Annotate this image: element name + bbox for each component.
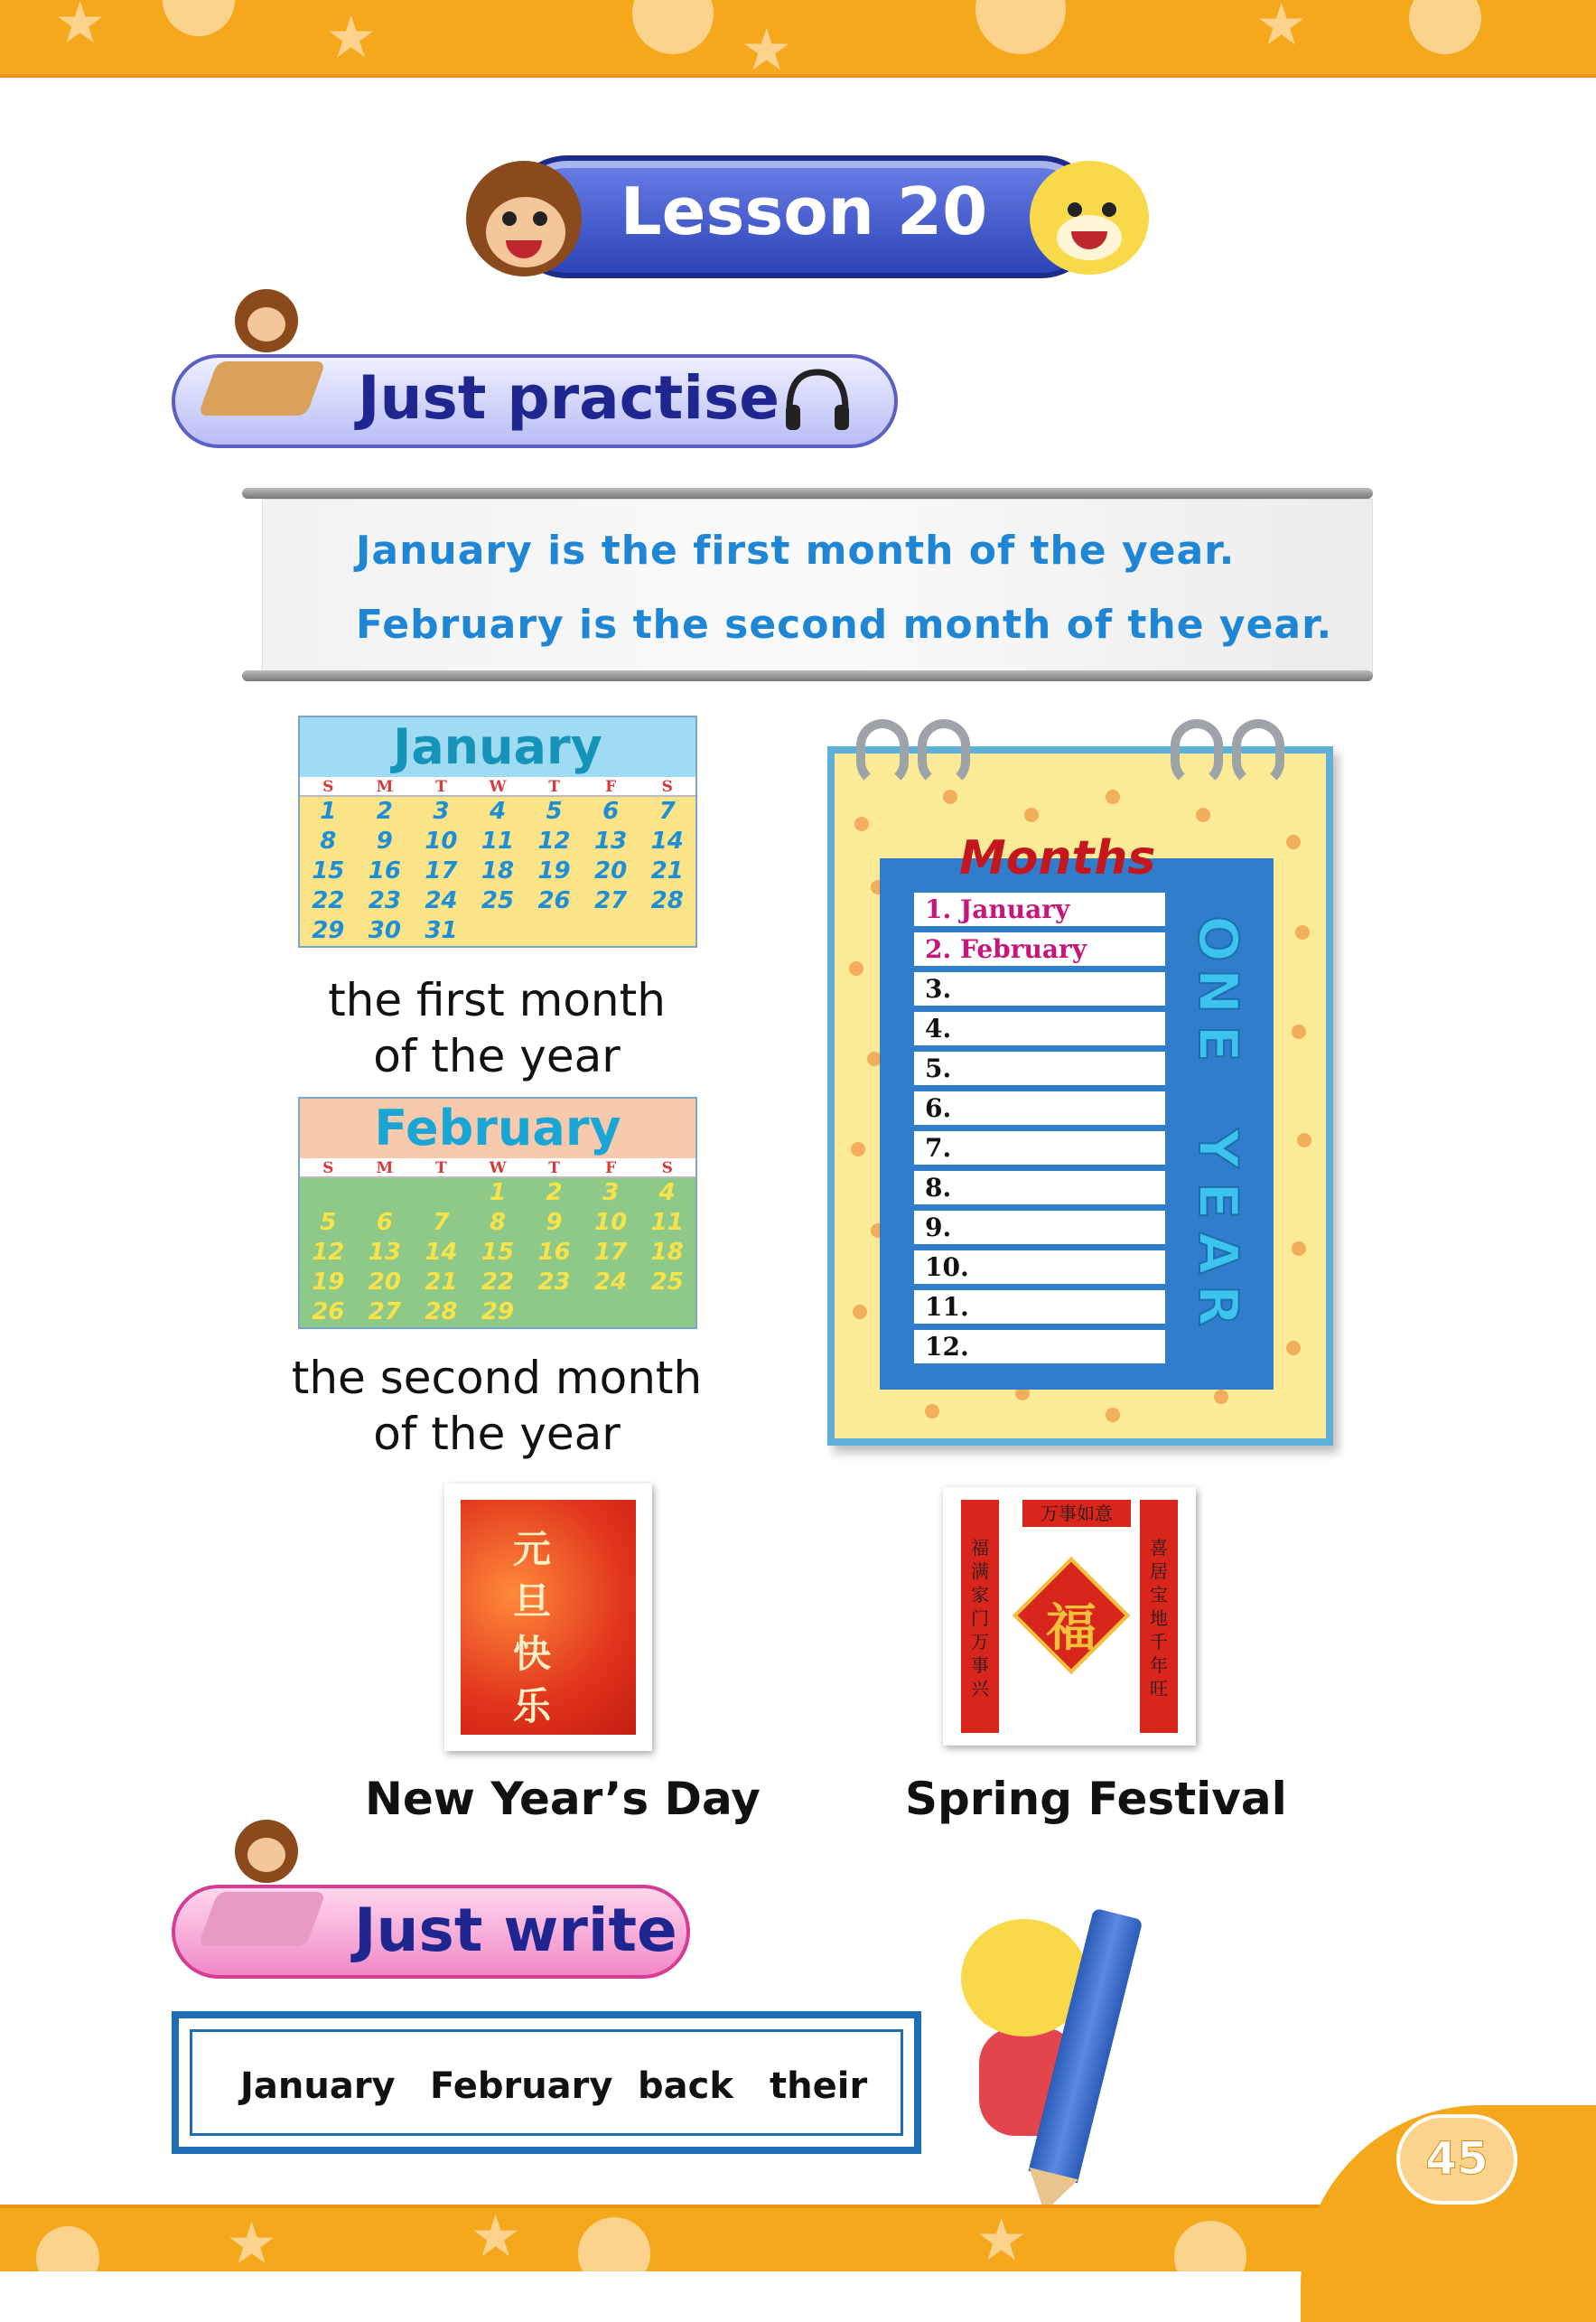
binder-ring-icon bbox=[918, 719, 970, 788]
calendar-day: 6 bbox=[602, 798, 620, 825]
spring-left-couplet bbox=[961, 1500, 999, 1733]
weekday-label: W bbox=[489, 1159, 507, 1177]
calendar-day: 13 bbox=[594, 828, 628, 855]
top-decorative-band bbox=[0, 0, 1596, 78]
word-bank-word: back bbox=[638, 2065, 733, 2107]
calendar-day: 23 bbox=[537, 1269, 571, 1296]
calendar-day: 13 bbox=[368, 1239, 401, 1266]
couplet-char: 福 bbox=[971, 1537, 989, 1559]
calendar-day: 11 bbox=[650, 1209, 684, 1236]
couplet-char: 家 bbox=[971, 1584, 989, 1606]
spring-top-banner: 万事如意 bbox=[1022, 1500, 1131, 1527]
band-dot bbox=[1174, 2221, 1246, 2271]
calendar-day: 27 bbox=[368, 1298, 401, 1325]
calendar-day-grid bbox=[300, 1178, 695, 1327]
month-list bbox=[912, 891, 1167, 1368]
monkey-reading-icon bbox=[208, 289, 316, 425]
band-dot bbox=[578, 2217, 650, 2271]
calendar-day: 16 bbox=[368, 857, 401, 885]
couplet-char: 旺 bbox=[1150, 1678, 1168, 1699]
calendar-weekdays bbox=[300, 777, 695, 797]
one-year-letter: A bbox=[1186, 1231, 1249, 1275]
greeting-char: 元 bbox=[512, 1527, 551, 1571]
sentence-line: January is the first month of the year. bbox=[356, 528, 1236, 574]
calendar-day: 21 bbox=[425, 1269, 458, 1296]
one-year-letter: N bbox=[1186, 968, 1249, 1015]
calendar-day: 21 bbox=[650, 857, 684, 885]
calendar-month-name: February bbox=[300, 1099, 695, 1158]
calendar-day: 5 bbox=[546, 798, 563, 825]
weekday-label: F bbox=[605, 1159, 617, 1177]
calendar-day: 19 bbox=[312, 1269, 345, 1296]
couplet-char: 喜 bbox=[1150, 1537, 1168, 1559]
weekday-label: S bbox=[322, 778, 334, 796]
caption-line: the second month bbox=[291, 1352, 703, 1404]
calendar-day: 26 bbox=[312, 1298, 345, 1325]
calendar-day-grid bbox=[300, 797, 695, 946]
calendar-day: 17 bbox=[425, 857, 458, 885]
band-star-icon: ★ bbox=[1255, 0, 1308, 59]
just-write-title: Just write bbox=[354, 1896, 677, 1965]
month-row[interactable]: 12. bbox=[912, 1328, 1167, 1365]
calendar-day: 25 bbox=[650, 1269, 684, 1296]
couplet-char: 地 bbox=[1150, 1607, 1168, 1629]
new-years-day-caption: New Year’s Day bbox=[365, 1773, 761, 1825]
calendar-day: 15 bbox=[481, 1239, 515, 1266]
calendar-day: 29 bbox=[312, 917, 345, 944]
band-star-icon: ★ bbox=[325, 5, 378, 71]
calendar-day: 2 bbox=[376, 798, 393, 825]
spring-festival-card bbox=[943, 1487, 1196, 1746]
month-row: 1. January bbox=[912, 891, 1167, 928]
calendar-day: 2 bbox=[546, 1179, 563, 1206]
calendar-day: 29 bbox=[481, 1298, 515, 1325]
fu-character: 福 bbox=[1046, 1598, 1097, 1658]
one-year-letter: O bbox=[1186, 915, 1249, 962]
calendar-day: 9 bbox=[546, 1209, 563, 1236]
monkey-writing-icon bbox=[208, 1820, 316, 1955]
couplet-char: 兴 bbox=[971, 1678, 989, 1699]
binder-ring-icon bbox=[1232, 719, 1284, 788]
calendar-weekdays bbox=[300, 1158, 695, 1178]
weekday-label: T bbox=[548, 778, 560, 796]
new-year-greeting bbox=[500, 1523, 564, 1733]
calendar-day: 12 bbox=[312, 1239, 345, 1266]
couplet-char: 宝 bbox=[1150, 1584, 1168, 1606]
calendar-day: 20 bbox=[594, 857, 628, 885]
month-row[interactable]: 5. bbox=[912, 1050, 1167, 1087]
couplet-char: 满 bbox=[971, 1560, 989, 1582]
calendar-day: 12 bbox=[537, 828, 571, 855]
calendar-month-name: January bbox=[300, 717, 695, 777]
cat-with-pencil-icon bbox=[943, 1901, 1178, 2172]
page-number: 45 bbox=[1425, 2132, 1489, 2185]
one-year-letter: E bbox=[1186, 1025, 1249, 1063]
headphones-icon[interactable] bbox=[780, 365, 854, 432]
couplet-char: 年 bbox=[1150, 1654, 1168, 1676]
band-star-icon: ★ bbox=[54, 0, 107, 57]
calendar-day: 10 bbox=[594, 1209, 628, 1236]
january-calendar bbox=[298, 716, 697, 948]
month-row[interactable]: 4. bbox=[912, 1010, 1167, 1047]
calendar-day: 4 bbox=[658, 1179, 676, 1206]
caption-line: the first month bbox=[328, 974, 666, 1026]
january-caption bbox=[271, 972, 723, 1084]
month-row[interactable]: 10. bbox=[912, 1249, 1167, 1286]
calendar-day: 7 bbox=[658, 798, 676, 825]
calendar-day: 22 bbox=[312, 887, 345, 914]
calendar-day: 1 bbox=[320, 798, 337, 825]
february-caption bbox=[262, 1350, 732, 1462]
calendar-day: 4 bbox=[489, 798, 507, 825]
month-row[interactable]: 7. bbox=[912, 1129, 1167, 1166]
weekday-label: T bbox=[435, 1159, 447, 1177]
calendar-day: 8 bbox=[489, 1209, 507, 1236]
one-year-letter: R bbox=[1186, 1284, 1249, 1327]
one-year-letter bbox=[1191, 1069, 1244, 1123]
month-row[interactable]: 8. bbox=[912, 1169, 1167, 1206]
weekday-label: M bbox=[376, 778, 394, 796]
calendar-day: 28 bbox=[425, 1298, 458, 1325]
calendar-day bbox=[413, 1178, 470, 1208]
caption-line: of the year bbox=[373, 1408, 621, 1460]
binder-ring-icon bbox=[1171, 719, 1223, 788]
calendar-day: 23 bbox=[368, 887, 401, 914]
calendar-day: 27 bbox=[594, 887, 628, 914]
calendar-day: 20 bbox=[368, 1269, 401, 1296]
weekday-label: F bbox=[605, 778, 617, 796]
monkey-face-icon bbox=[466, 161, 582, 276]
months-title: Months bbox=[959, 831, 1156, 885]
weekday-label: S bbox=[661, 1159, 673, 1177]
calendar-day: 11 bbox=[481, 828, 515, 855]
sentence-line: February is the second month of the year. bbox=[356, 602, 1333, 648]
month-row[interactable]: 11. bbox=[912, 1288, 1167, 1325]
one-year-letter: Y bbox=[1186, 1128, 1249, 1168]
weekday-label: S bbox=[322, 1159, 334, 1177]
weekday-label: T bbox=[435, 778, 447, 796]
month-row[interactable]: 3. bbox=[912, 970, 1167, 1007]
calendar-day: 30 bbox=[368, 917, 401, 944]
weekday-label: S bbox=[661, 778, 673, 796]
calendar-day: 17 bbox=[594, 1239, 628, 1266]
calendar-day: 9 bbox=[376, 828, 393, 855]
lesson-title: Lesson 20 bbox=[620, 173, 988, 249]
band-star-icon: ★ bbox=[470, 2205, 522, 2271]
calendar-day: 31 bbox=[425, 917, 458, 944]
calendar-day: 24 bbox=[594, 1269, 628, 1296]
band-star-icon: ★ bbox=[741, 17, 793, 78]
calendar-day: 18 bbox=[481, 857, 515, 885]
band-dot bbox=[632, 0, 714, 54]
calendar-day: 25 bbox=[481, 887, 515, 914]
calendar-day: 26 bbox=[537, 887, 571, 914]
couplet-char: 居 bbox=[1150, 1560, 1168, 1582]
scroll-rod-top bbox=[242, 488, 1373, 499]
calendar-day: 5 bbox=[320, 1209, 337, 1236]
couplet-char: 门 bbox=[971, 1607, 989, 1629]
greeting-char: 快 bbox=[512, 1632, 551, 1676]
band-dot bbox=[975, 0, 1066, 54]
one-year-vertical-text bbox=[1186, 913, 1249, 1332]
calendar-day: 10 bbox=[425, 828, 458, 855]
one-year-letter: E bbox=[1186, 1182, 1249, 1220]
couplet-char: 万 bbox=[971, 1631, 989, 1653]
cat-face-icon bbox=[1030, 161, 1149, 275]
greeting-char: 旦 bbox=[512, 1579, 551, 1624]
calendar-day bbox=[357, 1178, 414, 1208]
band-star-icon: ★ bbox=[975, 2207, 1028, 2271]
greeting-char: 乐 bbox=[512, 1684, 551, 1728]
calendar-day: 3 bbox=[602, 1179, 620, 1206]
band-dot bbox=[36, 2226, 99, 2271]
weekday-label: W bbox=[489, 778, 507, 796]
weekday-label: M bbox=[376, 1159, 394, 1177]
calendar-day bbox=[300, 1178, 357, 1208]
calendar-day: 8 bbox=[320, 828, 337, 855]
word-bank-word: their bbox=[770, 2065, 868, 2107]
calendar-day: 14 bbox=[650, 828, 684, 855]
couplet-char: 事 bbox=[971, 1654, 989, 1676]
caption-line: of the year bbox=[373, 1030, 621, 1082]
word-bank-word: February bbox=[430, 2065, 613, 2107]
new-years-day-card bbox=[444, 1484, 652, 1751]
spring-festival-caption: Spring Festival bbox=[905, 1773, 1287, 1825]
calendar-day: 22 bbox=[481, 1269, 515, 1296]
calendar-day: 1 bbox=[489, 1179, 507, 1206]
calendar-day: 3 bbox=[433, 798, 450, 825]
calendar-day: 7 bbox=[433, 1209, 450, 1236]
band-dot bbox=[163, 0, 235, 36]
word-bank-word: January bbox=[240, 2065, 396, 2107]
calendar-day: 14 bbox=[425, 1239, 458, 1266]
spring-right-couplet bbox=[1140, 1500, 1178, 1733]
month-row[interactable]: 9. bbox=[912, 1209, 1167, 1246]
binder-ring-icon bbox=[856, 719, 909, 788]
calendar-day: 15 bbox=[312, 857, 345, 885]
calendar-day: 16 bbox=[537, 1239, 571, 1266]
couplet-char: 千 bbox=[1150, 1631, 1168, 1653]
february-calendar bbox=[298, 1097, 697, 1329]
band-dot bbox=[1409, 0, 1481, 54]
calendar-day: 28 bbox=[650, 887, 684, 914]
calendar-day: 19 bbox=[537, 857, 571, 885]
month-row: 2. February bbox=[912, 931, 1167, 968]
sentence-scroll bbox=[262, 499, 1373, 676]
month-row[interactable]: 6. bbox=[912, 1090, 1167, 1127]
calendar-day: 24 bbox=[425, 887, 458, 914]
just-practise-title: Just practise bbox=[358, 363, 780, 433]
calendar-day: 6 bbox=[376, 1209, 393, 1236]
scroll-rod-bottom bbox=[242, 670, 1373, 681]
calendar-day: 18 bbox=[650, 1239, 684, 1266]
band-star-icon: ★ bbox=[226, 2211, 278, 2271]
weekday-label: T bbox=[548, 1159, 560, 1177]
